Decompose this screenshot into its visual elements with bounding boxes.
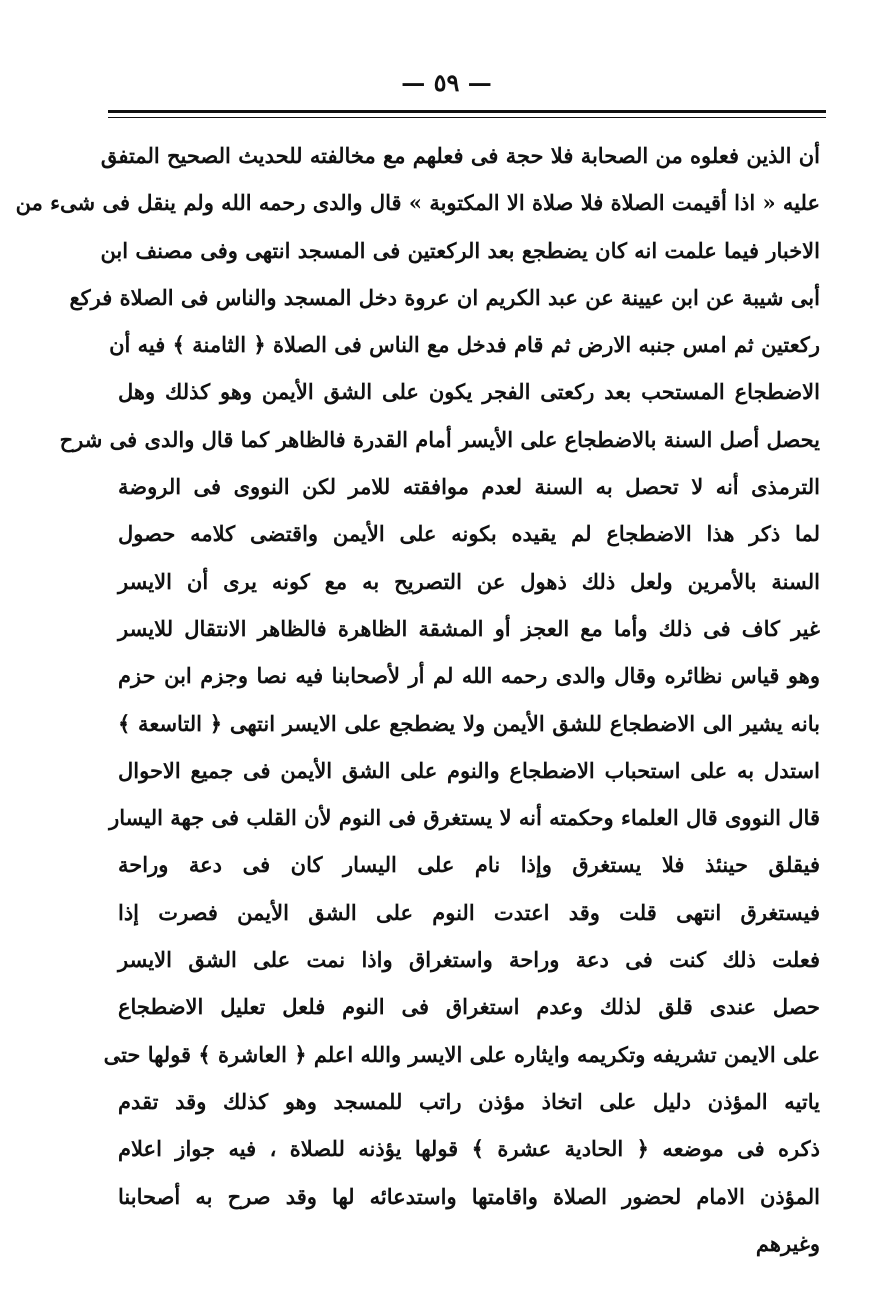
text-line: الاخبار فيما علمت انه كان يضطجع بعد الركعتين فى المسجد انتهى وفى مصنف ابن [100,237,820,263]
text-line: قال النووى قال العلماء وحكمته أنه لا يستغرق فى النوم لأن القلب فى جهة اليسار [109,805,820,831]
text-line: أن الذين فعلوه من الصحابة فلا حجة فى فعلهم مع مخالفته للحديث الصحيح المتفق [100,143,820,168]
text-line: وهو قياس نظائره وقال والدى رحمه الله لم أر لأصحابنا فيه نصا وجزم ابن حزم [118,663,820,689]
text-line: ركعتين ثم امس جنبه الارض ثم قام فدخل مع الناس فى الصلاة ﴿ الثامنة ﴾ فيه أن [109,332,820,358]
text-line: عليه « اذا أقيمت الصلاة فلا صلاة الا المكتوبة » قال والدى رحمه الله ولم ينقل فى شىء من [15,190,820,216]
text-line: أبى شيبة عن ابن عيينة عن عبد الكريم ان عروة دخل المسجد والناس فى الصلاة فركع [69,284,820,310]
header-rule [108,110,826,113]
text-line: غير كاف فى ذلك وأما مع العجز أو المشقة الظاهرة فالظاهر الانتقال للايسر [118,615,820,641]
text-line: وغيرهم [755,1230,820,1256]
text-line: يحصل أصل السنة بالاضطجاع على الأيسر أمام القدرة فالظاهر كما قال والدى فى شرح [59,426,820,452]
text-line: فيستغرق انتهى قلت وقد اعتدت النوم على الشق الأيمن فصرت إذا [118,899,820,925]
text-line: فعلت ذلك كنت فى دعة وراحة واستغراق واذا نمت على الشق الايسر [118,947,820,973]
text-line: المؤذن الامام لحضور الصلاة واقامتها واستدعائه لها وقد صرح به أصحابنا [118,1183,820,1209]
text-line: الترمذى أنه لا تحصل به السنة لعدم موافقته للامر لكن النووى فى الروضة [118,474,820,500]
text-line: الاضطجاع المستحب بعد ركعتى الفجر يكون على الشق الأيمن وهو كذلك وهل [118,379,820,405]
header-rule-thin [108,117,826,118]
text-line: حصل عندى قلق لذلك وعدم استغراق فى النوم فلعل تعليل الاضطجاع [118,994,820,1020]
text-line: السنة بالأمرين ولعل ذلك ذهول عن التصريح به مع كونه يرى أن الايسر [118,568,820,594]
text-line: ذكره فى موضعه ﴿ الحادية عشرة ﴾ قولها يؤذنه للصلاة ، فيه جواز اعلام [118,1136,820,1162]
text-line: استدل به على استحباب الاضطجاع والنوم على الشق الأيمن فى جميع الاحوال [118,757,820,783]
text-line: فيقلق حينئذ فلا يستغرق وإذا نام على اليسار كان فى دعة وراحة [118,852,820,878]
text-line: ياتيه المؤذن دليل على اتخاذ مؤذن راتب للمسجد وهو كذلك وقد تقدم [118,1088,820,1114]
text-line: لما ذكر هذا الاضطجاع لم يقيده بكونه على الأيمن واقتضى كلامه حصول [118,521,820,547]
page-number: — ٥٩ — [401,68,492,97]
body-text [15,132,820,1267]
text-line: على الايمن تشريفه وتكريمه وايثاره على الايسر والله اعلم ﴿ العاشرة ﴾ قولها حتى [103,1041,820,1067]
text-line: بانه يشير الى الاضطجاع للشق الأيمن ولا يضطجع على الايسر انتهى ﴿ التاسعة ﴾ [118,710,820,736]
